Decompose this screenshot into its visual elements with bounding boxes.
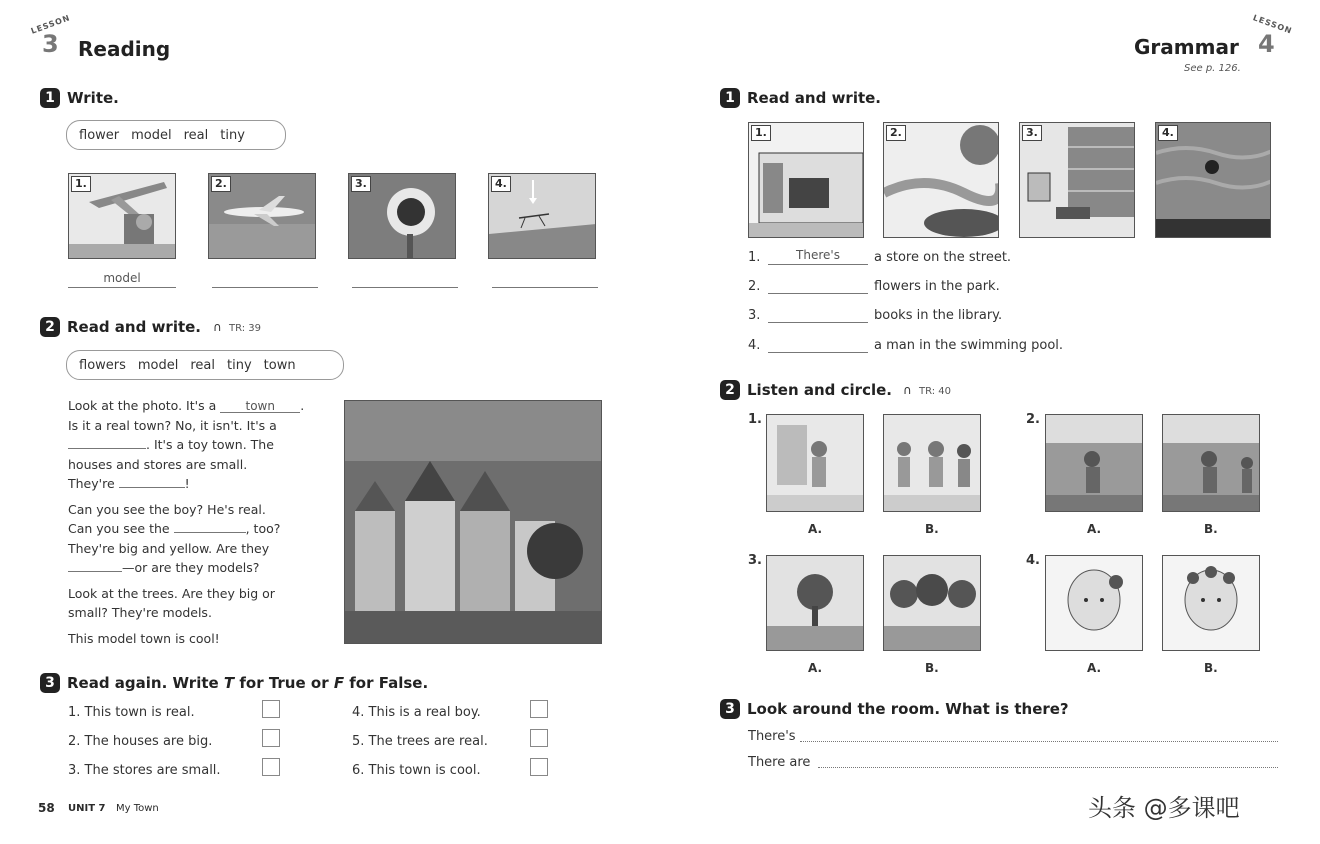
choice-b-label[interactable]: B. <box>925 522 939 536</box>
answer-text: model <box>103 271 141 285</box>
lesson-label: LESSON <box>1251 13 1294 36</box>
choice-picture[interactable] <box>1045 555 1143 651</box>
passage-text: They're <box>68 476 115 491</box>
picture-number: 1. <box>71 176 91 192</box>
tf-item: 4. This is a real boy. <box>352 705 481 720</box>
choice-picture[interactable] <box>1162 555 1260 651</box>
reading-passage <box>68 396 338 648</box>
tf-answer-box[interactable] <box>530 758 548 776</box>
answer-line[interactable] <box>352 287 458 288</box>
tf-item: 5. The trees are real. <box>352 734 488 749</box>
choice-a-label[interactable]: A. <box>808 522 823 536</box>
watermark: 头条 @多课吧 <box>1088 794 1240 822</box>
passage-text: Look at the photo. It's a <box>68 398 217 413</box>
headphones-icon: ∩ <box>213 320 222 334</box>
word-bank-item: real <box>183 127 209 143</box>
unit-label: UNIT 7 <box>68 803 106 814</box>
sentence-text: a store on the street. <box>874 250 1012 265</box>
passage-text: Is it a real town? No, it isn't. It's a <box>68 417 277 433</box>
picture-store <box>748 122 864 238</box>
choice-picture[interactable] <box>766 555 864 651</box>
model-town-photo <box>344 400 602 644</box>
passage-blank[interactable] <box>174 532 246 533</box>
tf-item: 6. This town is cool. <box>352 763 481 778</box>
sentence-text: flowers in the park. <box>874 279 1000 294</box>
group-number: 4. <box>1026 553 1040 568</box>
word-bank-item: model <box>131 127 172 143</box>
choice-b-label[interactable]: B. <box>1204 661 1218 675</box>
one-tree-image <box>767 556 864 651</box>
lesson-label: LESSON <box>29 13 72 36</box>
group-number: 2. <box>1026 412 1040 427</box>
group-shopping-image <box>884 415 981 512</box>
tf-answer-box[interactable] <box>262 700 280 718</box>
sentence-number: 3. <box>748 308 761 323</box>
page-number: 58 <box>38 801 55 815</box>
picture-sunflower <box>348 173 456 259</box>
picture-model-plane <box>68 173 176 259</box>
see-page-ref: See p. 126. <box>1184 63 1241 74</box>
passage-text: . <box>300 398 305 413</box>
section-2-title: Listen and circle. <box>747 381 892 399</box>
passage-text: houses and stores are small. <box>68 456 248 472</box>
section-2-badge: 2 <box>40 317 60 337</box>
choice-picture[interactable] <box>766 414 864 512</box>
word-bank-item: tiny <box>220 127 245 143</box>
passage-blank[interactable] <box>68 448 146 449</box>
model-town-image <box>345 401 602 644</box>
page-title: Reading <box>78 37 171 61</box>
word-bank-item: flowers <box>79 357 126 373</box>
sentence-text: books in the library. <box>874 308 1003 323</box>
section-3-badge: 3 <box>720 699 740 719</box>
sentence-starter: There are <box>748 755 811 770</box>
section-1-title: Read and write. <box>747 89 882 107</box>
headphones-icon: ∩ <box>903 383 912 397</box>
picture-tiny-insect <box>488 173 596 259</box>
track-number: TR: 39 <box>229 323 262 334</box>
choice-a-label[interactable]: A. <box>1087 522 1102 536</box>
girl-one-flower-image <box>1046 556 1143 651</box>
answer-line[interactable] <box>492 287 598 288</box>
lesson-number: 3 <box>42 30 59 58</box>
answer-text: There's <box>796 248 840 262</box>
answer-line[interactable] <box>768 293 868 294</box>
passage-blank[interactable] <box>119 487 185 488</box>
section-3-title: Read again. Write T for True or F for False. <box>67 674 429 692</box>
word-bank-item: town <box>263 357 296 373</box>
group-number: 1. <box>748 412 762 427</box>
word-bank-item: real <box>190 357 216 373</box>
section-1-title: Write. <box>67 89 119 107</box>
section-3-badge: 3 <box>40 673 60 693</box>
section-1-badge: 1 <box>720 88 740 108</box>
picture-number: 2. <box>886 125 906 141</box>
passage-text: ! <box>184 476 190 491</box>
track-number: TR: 40 <box>919 386 952 397</box>
word-bank <box>66 120 286 150</box>
answer-line[interactable] <box>768 264 868 265</box>
word-bank-item: tiny <box>227 357 252 373</box>
picture-swimming-pool <box>1155 122 1271 238</box>
answer-line[interactable] <box>768 322 868 323</box>
boys-in-park-image <box>1163 415 1260 512</box>
girl-shopping-image <box>767 415 864 512</box>
picture-number: 3. <box>351 176 371 192</box>
choice-picture[interactable] <box>1162 414 1260 512</box>
lesson-number: 4 <box>1258 30 1275 58</box>
section-2-title: Read and write. <box>67 318 202 336</box>
picture-number: 4. <box>491 176 511 192</box>
passage-text: Look at the trees. Are they big or <box>68 585 275 601</box>
passage-blank[interactable]: town <box>220 400 300 413</box>
choice-picture[interactable] <box>1045 414 1143 512</box>
sentence-starter: There's <box>748 729 796 744</box>
word-bank-item: flower <box>79 127 120 143</box>
sentence-text: a man in the swimming pool. <box>874 338 1064 353</box>
tf-answer-box[interactable] <box>262 729 280 747</box>
picture-airplane <box>208 173 316 259</box>
picture-library <box>1019 122 1135 238</box>
word-bank <box>66 350 344 380</box>
unit-title: My Town <box>116 803 159 814</box>
sentence-number: 2. <box>748 279 761 294</box>
tf-answer-box[interactable] <box>530 729 548 747</box>
choice-picture[interactable] <box>883 555 981 651</box>
tf-answer-box[interactable] <box>530 700 548 718</box>
passage-text: They're big and yellow. Are they <box>68 540 270 556</box>
passage-text: , too? <box>245 521 281 536</box>
group-number: 3. <box>748 553 762 568</box>
picture-number: 4. <box>1158 125 1178 141</box>
passage-text: —or are they models? <box>122 560 260 575</box>
girl-many-flowers-image <box>1163 556 1260 651</box>
choice-picture[interactable] <box>883 414 981 512</box>
choice-a-label[interactable]: A. <box>808 661 823 675</box>
picture-number: 2. <box>211 176 231 192</box>
word-bank-item: model <box>137 357 179 373</box>
page-title: Grammar <box>1134 35 1239 59</box>
section-1-badge: 1 <box>40 88 60 108</box>
tf-answer-box[interactable] <box>262 758 280 776</box>
sentence-number: 4. <box>748 338 761 353</box>
answer-line[interactable] <box>768 352 868 353</box>
many-trees-image <box>884 556 981 651</box>
passage-text: small? They're models. <box>68 605 212 620</box>
section-3-title: Look around the room. What is there? <box>747 700 1069 718</box>
boy-in-park-image <box>1046 415 1143 512</box>
choice-b-label[interactable]: B. <box>925 661 939 675</box>
choice-b-label[interactable]: B. <box>1204 522 1218 536</box>
passage-text: This model town is cool! <box>68 630 220 646</box>
passage-text: Can you see the boy? He's real. <box>68 501 266 517</box>
tf-item: 2. The houses are big. <box>68 734 213 749</box>
answer-line[interactable] <box>212 287 318 288</box>
answer-line[interactable] <box>68 287 176 288</box>
picture-number: 3. <box>1022 125 1042 141</box>
picture-number: 1. <box>751 125 771 141</box>
passage-text: . It's a toy town. The <box>146 437 274 452</box>
answer-line[interactable] <box>818 767 1278 768</box>
passage-text: Can you see the <box>68 521 170 536</box>
choice-a-label[interactable]: A. <box>1087 661 1102 675</box>
answer-line[interactable] <box>800 741 1278 742</box>
tf-item: 3. The stores are small. <box>68 763 221 778</box>
section-2-badge: 2 <box>720 380 740 400</box>
sentence-number: 1. <box>748 250 761 265</box>
passage-blank[interactable] <box>68 571 122 572</box>
picture-park <box>883 122 999 238</box>
tf-item: 1. This town is real. <box>68 705 195 720</box>
